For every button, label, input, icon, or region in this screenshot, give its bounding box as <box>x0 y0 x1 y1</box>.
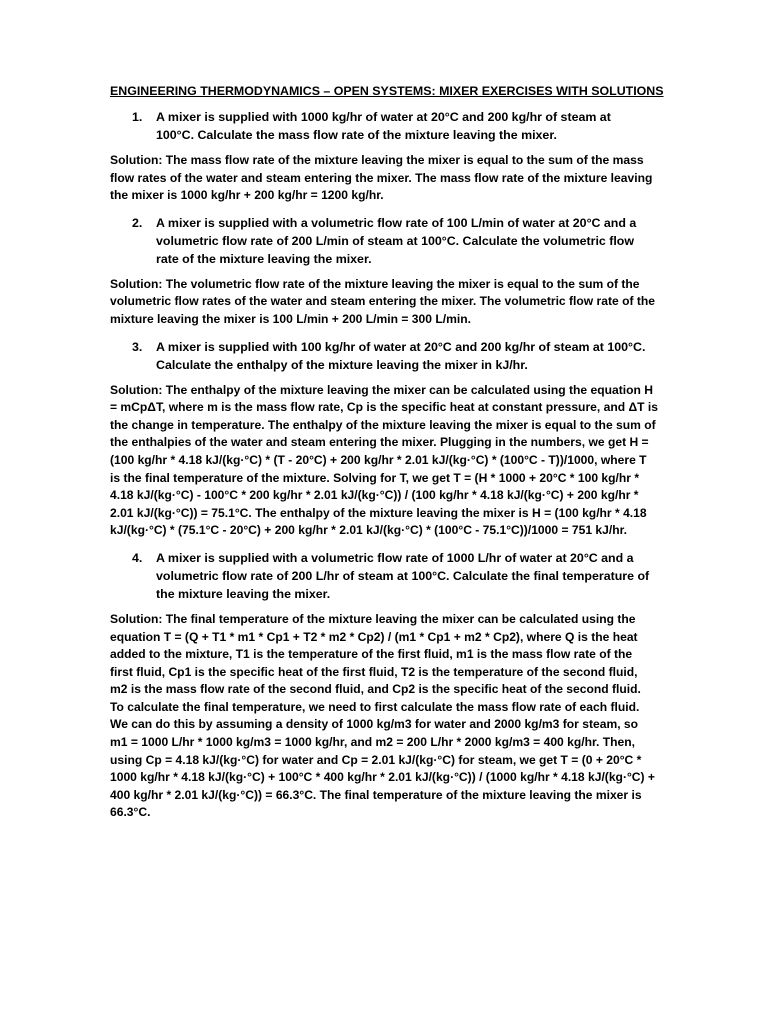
exercise-4 <box>110 549 658 822</box>
question-1 <box>110 108 658 144</box>
document-title: ENGINEERING THERMODYNAMICS – OPEN SYSTEMS: MIXER EXERCISES WITH SOLUTIONS <box>110 84 664 98</box>
question-number: 1. <box>132 110 143 124</box>
solution-2: Solution: The volumetric flow rate of the mixture leaving the mixer is equal to the sum of the volumetric flow rates of the water and steam entering the mixer. The volumetric flow rate of the mixture leaving the mixer is 100 L/min + 200 L/min = 300 L/min. <box>110 276 656 326</box>
question-3 <box>110 338 658 374</box>
exercise-1 <box>110 108 658 205</box>
exercise-3 <box>110 338 658 540</box>
question-text: A mixer is supplied with 1000 kg/hr of water at 20°C and 200 kg/hr of steam at 100°C. Calculate the mass flow rate of the mixture leaving the mixer. <box>156 110 611 142</box>
solution-1: Solution: The mass flow rate of the mixture leaving the mixer is equal to the sum of the mass flow rates of the water and steam entering the mixer. The mass flow rate of the mixture leaving the mixer is 1000 kg/hr + 200 kg/hr = 1200 kg/hr. <box>110 153 653 203</box>
question-number: 4. <box>132 550 143 565</box>
question-2 <box>110 214 658 268</box>
question-text: A mixer is supplied with a volumetric flow rate of 1000 L/hr of water at 20°C and a volumetric flow rate of 200 L/hr of steam at 100°C. Calculate the final temperature of the mixture leaving the mixer. <box>156 550 650 601</box>
question-4 <box>110 549 658 603</box>
exercise-2 <box>110 214 658 329</box>
question-number: 2. <box>132 215 143 230</box>
question-text: A mixer is supplied with 100 kg/hr of water at 20°C and 200 kg/hr of steam at 100°C. Calculate the enthalpy of the mixture leaving the mixer in kJ/hr. <box>156 339 646 372</box>
question-number: 3. <box>132 339 143 354</box>
solution-3: Solution: The enthalpy of the mixture leaving the mixer can be calculated using the equation H = mCpΔT, where m is the mass flow rate, Cp is the specific heat at constant pressure, and ΔT is the change in temperature. The enthalpy of the mixture leaving the mixer is equal to the sum of the enthalpies of the water and steam entering the mixer. Plugging in the numbers, we get H = (100 kg/hr * 4.18 kJ/(kg·°C) * (T - 20°C) + 200 kg/hr * 2.01 kJ/(kg·°C) * (100°C - T))/1000, where T is the final temperature of the mixture. Solving for T, we get T = (H * 1000 + 20°C * 100 kg/hr * 4.18 kJ/(kg·°C) - 100°C * 200 kg/hr * 2.01 kJ/(kg·°C)) / (100 kg/hr * 4.18 kJ/(kg·°C) + 200 kg/hr * 2.01 kJ/(kg·°C)) = 75.1°C. The enthalpy of the mixture leaving the mixer is H = (100 kg/hr * 4.18 kJ/(kg·°C) * (75.1°C - 20°C) + 200 kg/hr * 2.01 kJ/(kg·°C) * (100°C - 75.1°C))/1000 = 751 kJ/hr. <box>110 382 658 538</box>
solution-4: Solution: The final temperature of the mixture leaving the mixer can be calculated using the equation T = (Q + T1 * m1 * Cp1 + T2 * m2 * Cp2) / (m1 * Cp1 + m2 * Cp2), where Q is the heat added to the mixture, T1 is the temperature of the first fluid, m1 is the mass flow rate of the first fluid, Cp1 is the specific heat of the first fluid, T2 is the temperature of the second fluid, m2 is the mass flow rate of the second fluid, and Cp2 is the specific heat of the second fluid. To calculate the final temperature, we need to first calculate the mass flow rate of each fluid. We can do this by assuming a density of 1000 kg/m3 for water and 2000 kg/m3 for steam, so m1 = 1000 L/hr * 1000 kg/m3 = 1000 kg/hr, and m2 = 200 L/hr * 2000 kg/m3 = 400 kg/hr. Then, using Cp = 4.18 kJ/(kg·°C) for water and Cp = 2.01 kJ/(kg·°C) for steam, we get T = (0 + 20°C * 1000 kg/hr * 4.18 kJ/(kg·°C) + 100°C * 400 kg/hr * 2.01 kJ/(kg·°C)) / (1000 kg/hr * 4.18 kJ/(kg·°C) + 400 kg/hr * 2.01 kJ/(kg·°C)) = 66.3°C. The final temperature of the mixture leaving the mixer is 66.3°C. <box>110 611 655 820</box>
question-text: A mixer is supplied with a volumetric flow rate of 100 L/min of water at 20°C and a volumetric flow rate of 200 L/min of steam at 100°C. Calculate the volumetric flow rate of the mixture leaving the mixer. <box>156 215 637 266</box>
